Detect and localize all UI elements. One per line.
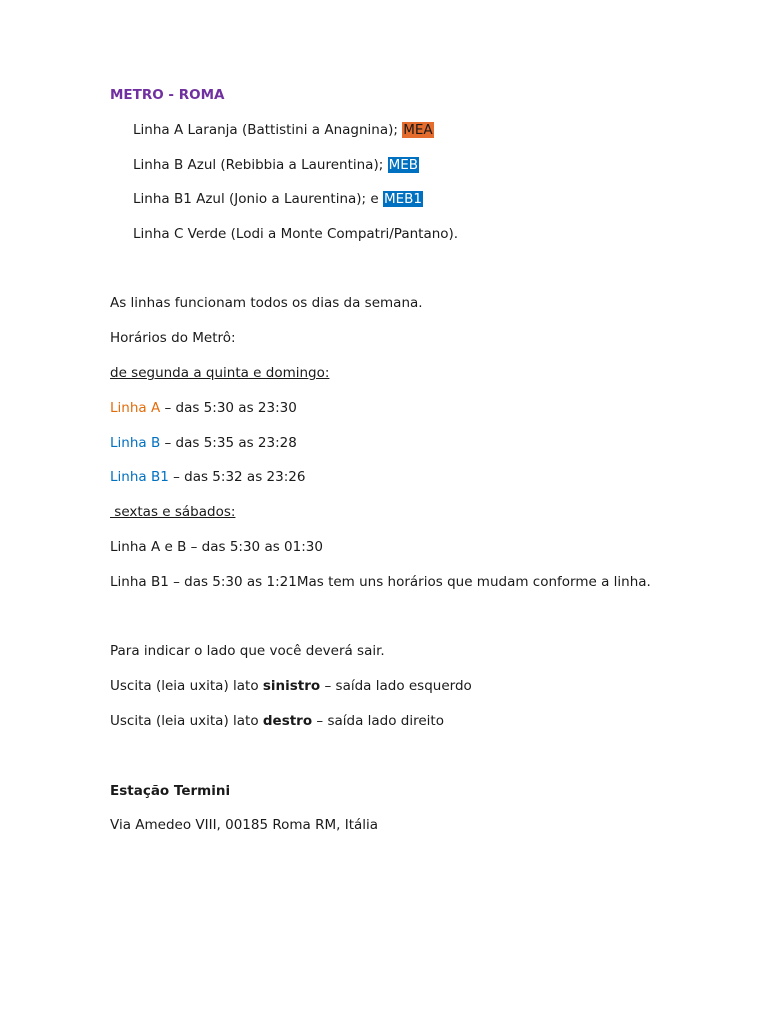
weekday-heading: de segunda a quinta e domingo: [110,365,330,381]
line-b1-tag: MEB1 [383,191,423,207]
station-address: Via Amedeo VIII, 00185 Roma RM, Itália [110,817,379,833]
line-a-description: Linha A Laranja (Battistini a Anagnina); [133,122,403,138]
schedule-row-line-b1 [110,468,305,486]
line-a-tag: MEA [403,122,433,138]
list-item-line-b [133,156,419,174]
exit-left-row [110,677,472,695]
list-item-line-b1 [133,190,423,208]
exit-right-suffix: – saída lado direito [312,713,444,729]
schedule-row-line-a [110,399,297,417]
exit-right-prefix: Uscita (leia uxita) lato [110,713,263,729]
line-b-hours: – das 5:35 as 23:28 [160,435,297,451]
exit-left-suffix: – saída lado esquerdo [320,678,472,694]
exit-left-prefix: Uscita (leia uxita) lato [110,678,263,694]
weekend-schedule-line-b1: Linha B1 – das 5:30 as 1:21Mas tem uns horários que mudam conforme a linha. [110,574,651,590]
line-b-label: Linha B [110,435,161,451]
line-a-hours: – das 5:30 as 23:30 [160,400,297,416]
list-item-line-a [133,121,434,139]
line-c-description: Linha C Verde (Lodi a Monte Compatri/Pantano). [133,226,459,242]
line-a-label: Linha A [110,400,161,416]
page-title: METRO - ROMA [110,87,225,103]
station-name: Estação Termini [110,783,231,799]
line-b1-description: Linha B1 Azul (Jonio a Laurentina); e [133,191,383,207]
line-b-description: Linha B Azul (Rebibbia a Laurentina); [133,157,388,173]
exit-left-word: sinistro [262,678,321,694]
operating-days-text: As linhas funcionam todos os dias da semana. [110,295,423,311]
exit-right-row [110,712,444,730]
weekend-heading: sextas e sábados: [110,504,236,520]
line-b1-label: Linha B1 [110,469,169,485]
line-b-tag: MEB [388,157,419,173]
weekend-schedule-line-ab: Linha A e B – das 5:30 as 01:30 [110,539,323,555]
schedule-heading: Horários do Metrô: [110,330,236,346]
schedule-row-line-b [110,434,297,452]
list-item-line-c [133,225,458,243]
line-b1-hours: – das 5:32 as 23:26 [168,469,306,485]
exit-intro-text: Para indicar o lado que você deverá sair. [110,643,385,659]
exit-right-word: destro [262,713,313,729]
